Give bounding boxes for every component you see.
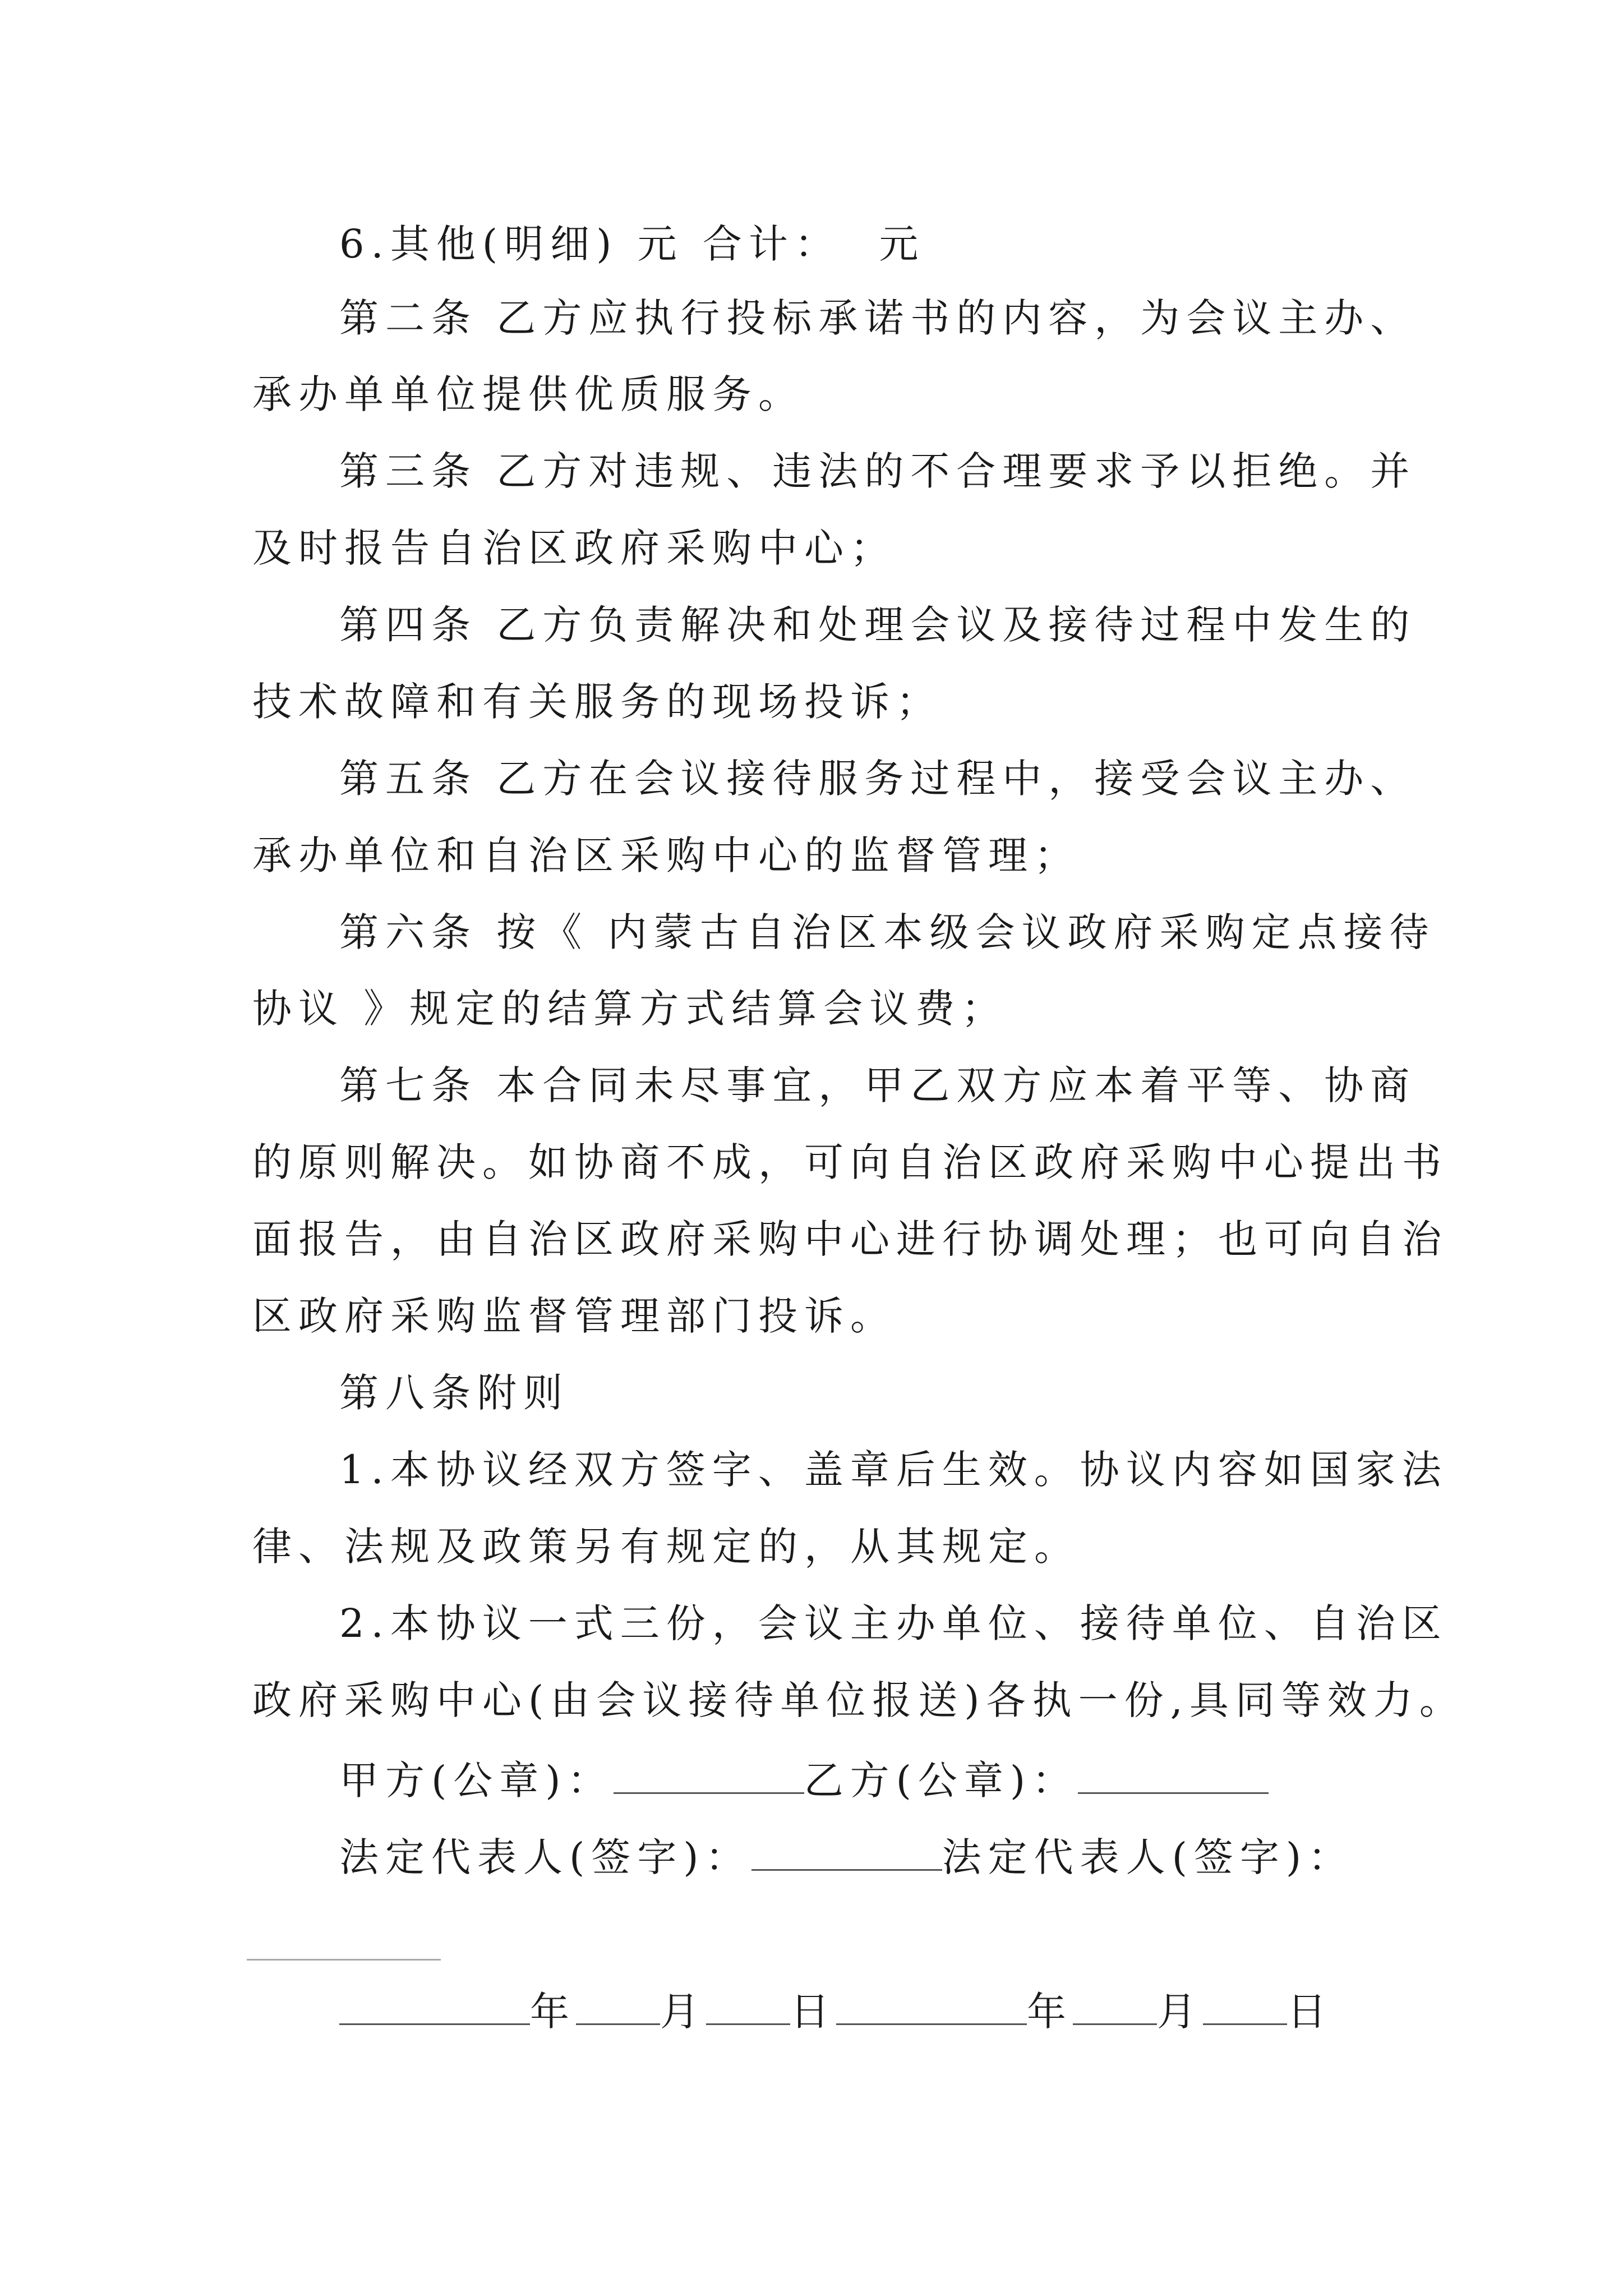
paragraph-line: 区政府采购监督管理部门投诉。 bbox=[252, 1293, 896, 1339]
paragraph-line: 及时报告自治区政府采购中心； bbox=[252, 525, 896, 571]
paragraph-line: 第七条 本合同未尽事宜，甲乙双方应本着平等、协商 bbox=[339, 1062, 1417, 1108]
paragraph-line: 承办单单位提供优质服务。 bbox=[252, 371, 804, 417]
day-blank-b bbox=[1203, 1989, 1287, 2025]
paragraph-line: 6.其他(明细) 元 合计： 元 bbox=[339, 221, 925, 267]
month-label-b: 月 bbox=[1157, 1989, 1203, 2035]
party-b-seal-label: 乙方(公章)： bbox=[804, 1757, 1078, 1803]
paragraph-line: 第四条 乙方负责解决和处理会议及接待过程中发生的 bbox=[339, 602, 1417, 648]
month-blank-a bbox=[576, 1989, 660, 2025]
day-label-b: 日 bbox=[1287, 1989, 1333, 2035]
paragraph-line: 的原则解决。如协商不成，可向自治区政府采购中心提出书 bbox=[252, 1139, 1448, 1185]
party-b-seal-blank bbox=[1078, 1757, 1269, 1794]
year-label-a: 年 bbox=[530, 1989, 576, 2035]
year-blank-b bbox=[836, 1989, 1027, 2025]
paragraph-line: 政府采购中心(由会议接待单位报送)各执一份,具同等效力。 bbox=[252, 1677, 1465, 1723]
day-blank-a bbox=[706, 1989, 790, 2025]
year-label-b: 年 bbox=[1027, 1989, 1073, 2035]
paragraph-line: 1.本协议经双方签字、盖章后生效。协议内容如国家法 bbox=[339, 1447, 1448, 1493]
party-a-seal-blank bbox=[614, 1757, 804, 1794]
signature-rep-line bbox=[339, 1834, 1354, 1880]
paragraph-line: 2.本协议一式三份，会议主办单位、接待单位、自治区 bbox=[339, 1600, 1448, 1646]
paragraph-line: 第五条 乙方在会议接待服务过程中，接受会议主办、 bbox=[339, 756, 1417, 802]
day-label-a: 日 bbox=[790, 1989, 836, 2035]
paragraph-line: 协议 》规定的结算方式结算会议费； bbox=[252, 986, 1008, 1032]
signature-seal-line bbox=[339, 1757, 1269, 1803]
paragraph-line: 第八条附则 bbox=[339, 1370, 569, 1416]
party-b-rep-label: 法定代表人(签字)： bbox=[942, 1834, 1354, 1880]
paragraph-line: 第二条 乙方应执行投标承诺书的内容，为会议主办、 bbox=[339, 295, 1417, 341]
paragraph-line: 第六条 按《 内蒙古自治区本级会议政府采购定点接待 bbox=[339, 909, 1436, 955]
paragraph-line: 第三条 乙方对违规、违法的不合理要求予以拒绝。并 bbox=[339, 448, 1417, 494]
month-blank-b bbox=[1073, 1989, 1157, 2025]
paragraph-line: 承办单位和自治区采购中心的监督管理； bbox=[252, 832, 1080, 878]
month-label-a: 月 bbox=[660, 1989, 706, 2035]
party-a-rep-blank bbox=[751, 1834, 942, 1871]
party-b-rep-blank bbox=[247, 1959, 441, 1961]
party-a-rep-label: 法定代表人(签字)： bbox=[339, 1834, 751, 1880]
paragraph-line: 律、法规及政策另有规定的，从其规定。 bbox=[252, 1524, 1080, 1570]
party-a-seal-label: 甲方(公章)： bbox=[339, 1757, 614, 1803]
paragraph-line: 面报告，由自治区政府采购中心进行协调处理；也可向自治 bbox=[252, 1216, 1448, 1262]
paragraph-line: 技术故障和有关服务的现场投诉； bbox=[252, 679, 942, 725]
date-line bbox=[339, 1989, 1333, 2035]
year-blank-a bbox=[339, 1989, 530, 2025]
